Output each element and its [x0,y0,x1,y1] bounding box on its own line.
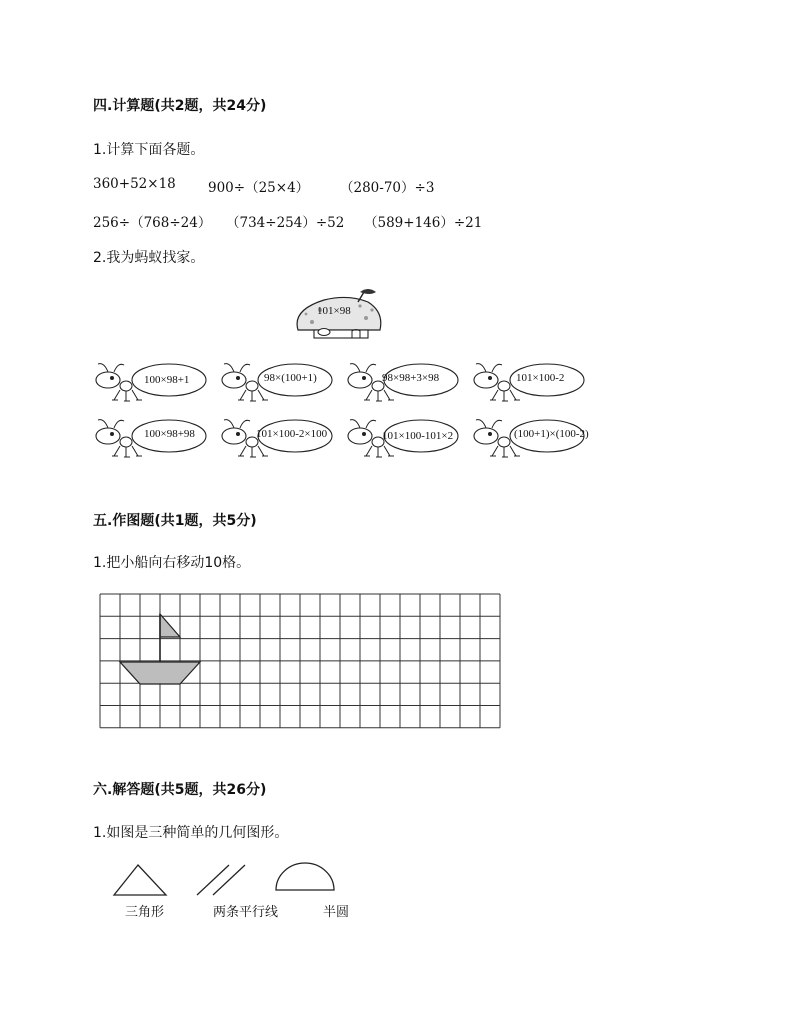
expression: 256÷（768÷24） [93,215,212,231]
shape-label-parallel: 两条平行线 [213,905,279,920]
question-4-2: 2.我为蚂蚁找家。 [93,250,205,266]
shape-label-triangle: 三角形 [125,905,165,920]
ant-label: 101×100-2×100 [256,428,328,440]
ant-label: 100×98+1 [144,374,190,386]
boat-hull [120,662,200,684]
section-4-title: 四.计算题(共2题，共24分) [93,98,267,114]
ant-label: 98×98+3×98 [382,372,440,384]
expression: （280-70）÷3 [340,180,435,196]
boat-sail [160,614,180,637]
ant-label: 101×100-101×2 [382,430,454,442]
expression: （589+146）÷21 [364,215,483,231]
ant-label: 101×100-2 [516,372,565,384]
expression: 360+52×18 [93,176,176,192]
boat-grid [100,594,504,728]
mushroom-label: 101×98 [317,305,351,317]
triangle-icon [112,862,170,898]
section-6-title: 六.解答题(共5题，共26分) [93,782,267,798]
ant-label: 98×(100+1) [264,372,317,384]
expression: 900÷（25×4） [208,180,310,196]
ant-label: 100×98+98 [144,428,195,440]
question-5-1: 1.把小船向右移动10格。 [93,555,251,571]
shape-label-semicircle: 半圆 [323,905,350,920]
parallel-lines-icon [195,862,249,898]
question-6-1: 1.如图是三种简单的几何图形。 [93,825,289,841]
question-4-1: 1.计算下面各题。 [93,142,205,158]
expression: （734÷254）÷52 [226,215,345,231]
ant-label: (100+1)×(100-2) [514,428,589,440]
section-5-title: 五.作图题(共1题，共5分) [93,513,257,529]
semicircle-icon [274,860,336,896]
